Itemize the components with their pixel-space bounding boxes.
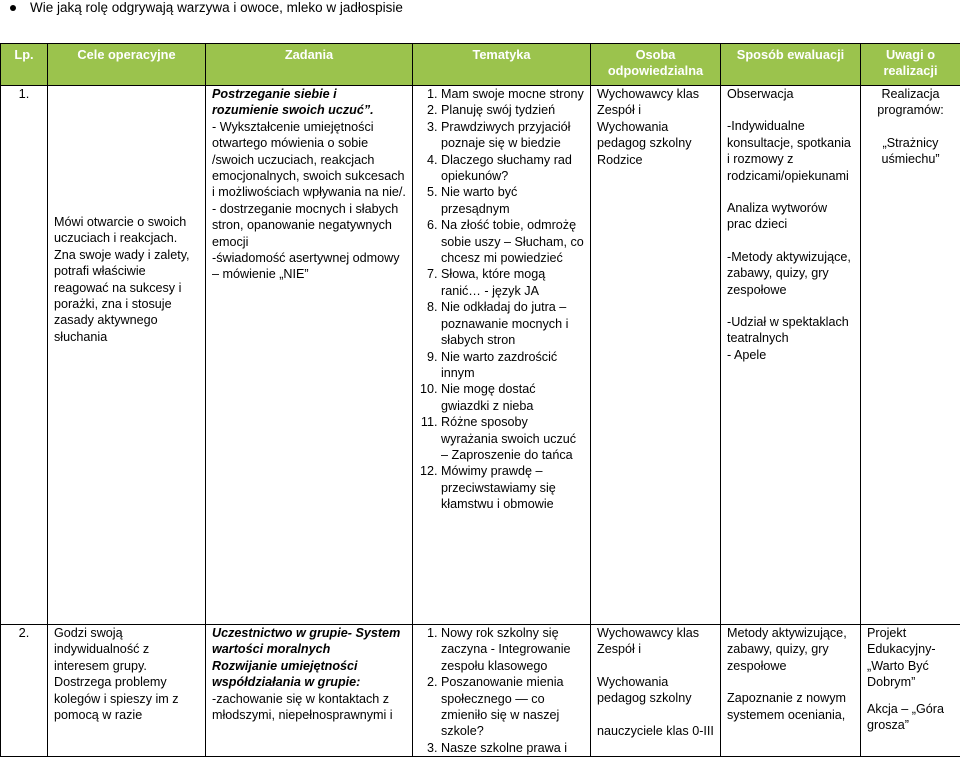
header-tematyka: Tematyka <box>413 44 591 86</box>
plan-table <box>0 43 960 757</box>
header-zadania: Zadania <box>206 44 413 86</box>
table-header-row <box>1 44 960 86</box>
osoba-line: pedagog szkolny <box>597 690 714 706</box>
header-lp: Lp. <box>1 44 48 86</box>
sposob-line: Obserwacja <box>727 86 854 102</box>
list-item: 12. Mówimy prawdę – przeciwstawiamy się kłamstwu i obmowie <box>441 463 584 512</box>
sposob-line: - Apele <box>727 347 854 363</box>
list-item: 11. Różne sposoby wyrażania swoich uczuć – Zaproszenie do tańca <box>441 414 584 463</box>
list-item: 4. Dlaczego słuchamy rad opiekunów? <box>441 152 584 185</box>
list-item: 6. Na złość tobie, odmrożę sobie uszy – Słucham, co chcesz mi powiedzieć <box>441 217 584 266</box>
osoba-line: Zespół i Wychowania pedagog szkolny <box>597 102 714 151</box>
sposob-line: Metody aktywizujące, zabawy, quizy, gry zespołowe <box>727 625 854 674</box>
cele-cell <box>48 86 206 625</box>
list-item: 8. Nie odkładaj do jutra – poznawanie mocnych i słabych stron <box>441 299 584 348</box>
row-number: 1. <box>1 86 48 625</box>
tematyka-list <box>419 625 584 756</box>
sposob-line: -Metody aktywizujące, zabawy, quizy, gry zespołowe <box>727 249 854 298</box>
osoba-line: Wychowania <box>597 674 714 690</box>
tematyka-cell <box>413 86 591 625</box>
zadania-title: Postrzeganie siebie i rozumienie swoich uczuć”. <box>212 86 406 119</box>
intro-line <box>10 0 403 16</box>
sposob-cell <box>721 86 861 625</box>
list-item: 5. Nie warto być przesądnym <box>441 184 584 217</box>
list-item: 3. Prawdziwych przyjaciół poznaje się w biedzie <box>441 119 584 152</box>
row-number: 2. <box>1 625 48 757</box>
table-row <box>1 625 960 757</box>
zadania-item: - Wykształcenie umiejętności otwartego mówienia o sobie /swoich uczuciach, reakcjach emocjonalnych, swoich sukcesach i możliwościach wpływania na nie/. <box>212 119 406 201</box>
sposob-line: -Indywidualne konsultacje, spotkania i rozmowy z rodzicami/opiekunami <box>727 118 854 184</box>
zadania-item: - dostrzeganie mocnych i słabych stron, opanowanie negatywnych emocji <box>212 201 406 250</box>
osoba-cell <box>591 625 721 757</box>
sposob-line: Zapoznanie z nowym systemem oceniania, <box>727 690 854 723</box>
osoba-line: Rodzice <box>597 152 714 168</box>
uwagi-line: Realizacja programów: <box>867 86 954 119</box>
zadania-subtitle: Rozwijanie umiejętności współdziałania w grupie: <box>212 658 406 691</box>
list-item: 2. Planuję swój tydzień <box>441 102 584 118</box>
list-item: 1. Mam swoje mocne strony <box>441 86 584 102</box>
osoba-line: Wychowawcy klas <box>597 86 714 102</box>
sposob-cell <box>721 625 861 757</box>
list-item: 9. Nie warto zazdrościć innym <box>441 349 584 382</box>
intro-text: Wie jaką rolę odgrywają warzywa i owoce, mleko w jadłospisie <box>30 0 403 16</box>
sposob-line: -Udział w spektaklach teatralnych <box>727 314 854 347</box>
osoba-line: Wychowawcy klas <box>597 625 714 641</box>
list-item: 2. Poszanowanie mienia społecznego — co zmieniło się w naszej szkole? <box>441 674 584 740</box>
osoba-cell <box>591 86 721 625</box>
uwagi-line: Akcja – „Góra grosza” <box>867 701 954 734</box>
table-row <box>1 86 960 625</box>
zadania-cell <box>206 625 413 757</box>
header-cele: Cele operacyjne <box>48 44 206 86</box>
sposob-line: Analiza wytworów prac dzieci <box>727 200 854 233</box>
cele-text: Godzi swoją indywidualność z interesem grupy. Dostrzega problemy kolegów i spieszy im z pomocą w razie <box>54 626 179 722</box>
list-item: 10. Nie mogę dostać gwiazdki z nieba <box>441 381 584 414</box>
cele-text: Mówi otwarcie o swoich uczuciach i reakcjach. Zna swoje wady i zalety, potrafi właściwie reagować na sukcesy i porażki, zna i stosuje zasady aktywnego słuchania <box>54 215 190 344</box>
uwagi-line: „Strażnicy uśmiechu” <box>867 135 954 168</box>
cele-cell <box>48 625 206 757</box>
list-item: 7. Słowa, które mogą ranić… - język JA <box>441 266 584 299</box>
list-item: 1. Nowy rok szkolny się zaczyna - Integrowanie zespołu klasowego <box>441 625 584 674</box>
zadania-item: -świadomość asertywnej odmowy – mówienie „NIE” <box>212 250 406 283</box>
zadania-cell <box>206 86 413 625</box>
osoba-line: nauczyciele klas 0-III <box>597 723 714 739</box>
osoba-line: Zespół i <box>597 641 714 657</box>
list-item: 3. Nasze szkolne prawa i <box>441 740 584 756</box>
tematyka-list <box>419 86 584 513</box>
zadania-item: -zachowanie się w kontaktach z młodszymi, niepełnosprawnymi i <box>212 691 406 724</box>
uwagi-line: Projekt Edukacyjny- „Warto Być Dobrym” <box>867 625 954 691</box>
uwagi-cell <box>861 625 960 757</box>
zadania-title-suffix: - System wartości moralnych <box>212 626 400 656</box>
zadania-title: Uczestnictwo w grupie <box>212 626 348 640</box>
bullet-icon <box>10 5 16 11</box>
tematyka-cell <box>413 625 591 757</box>
header-sposob: Sposób ewaluacji <box>721 44 861 86</box>
uwagi-cell <box>861 86 960 625</box>
header-uwagi: Uwagi o realizacji <box>861 44 960 86</box>
header-osoba: Osoba odpowiedzialna <box>591 44 721 86</box>
